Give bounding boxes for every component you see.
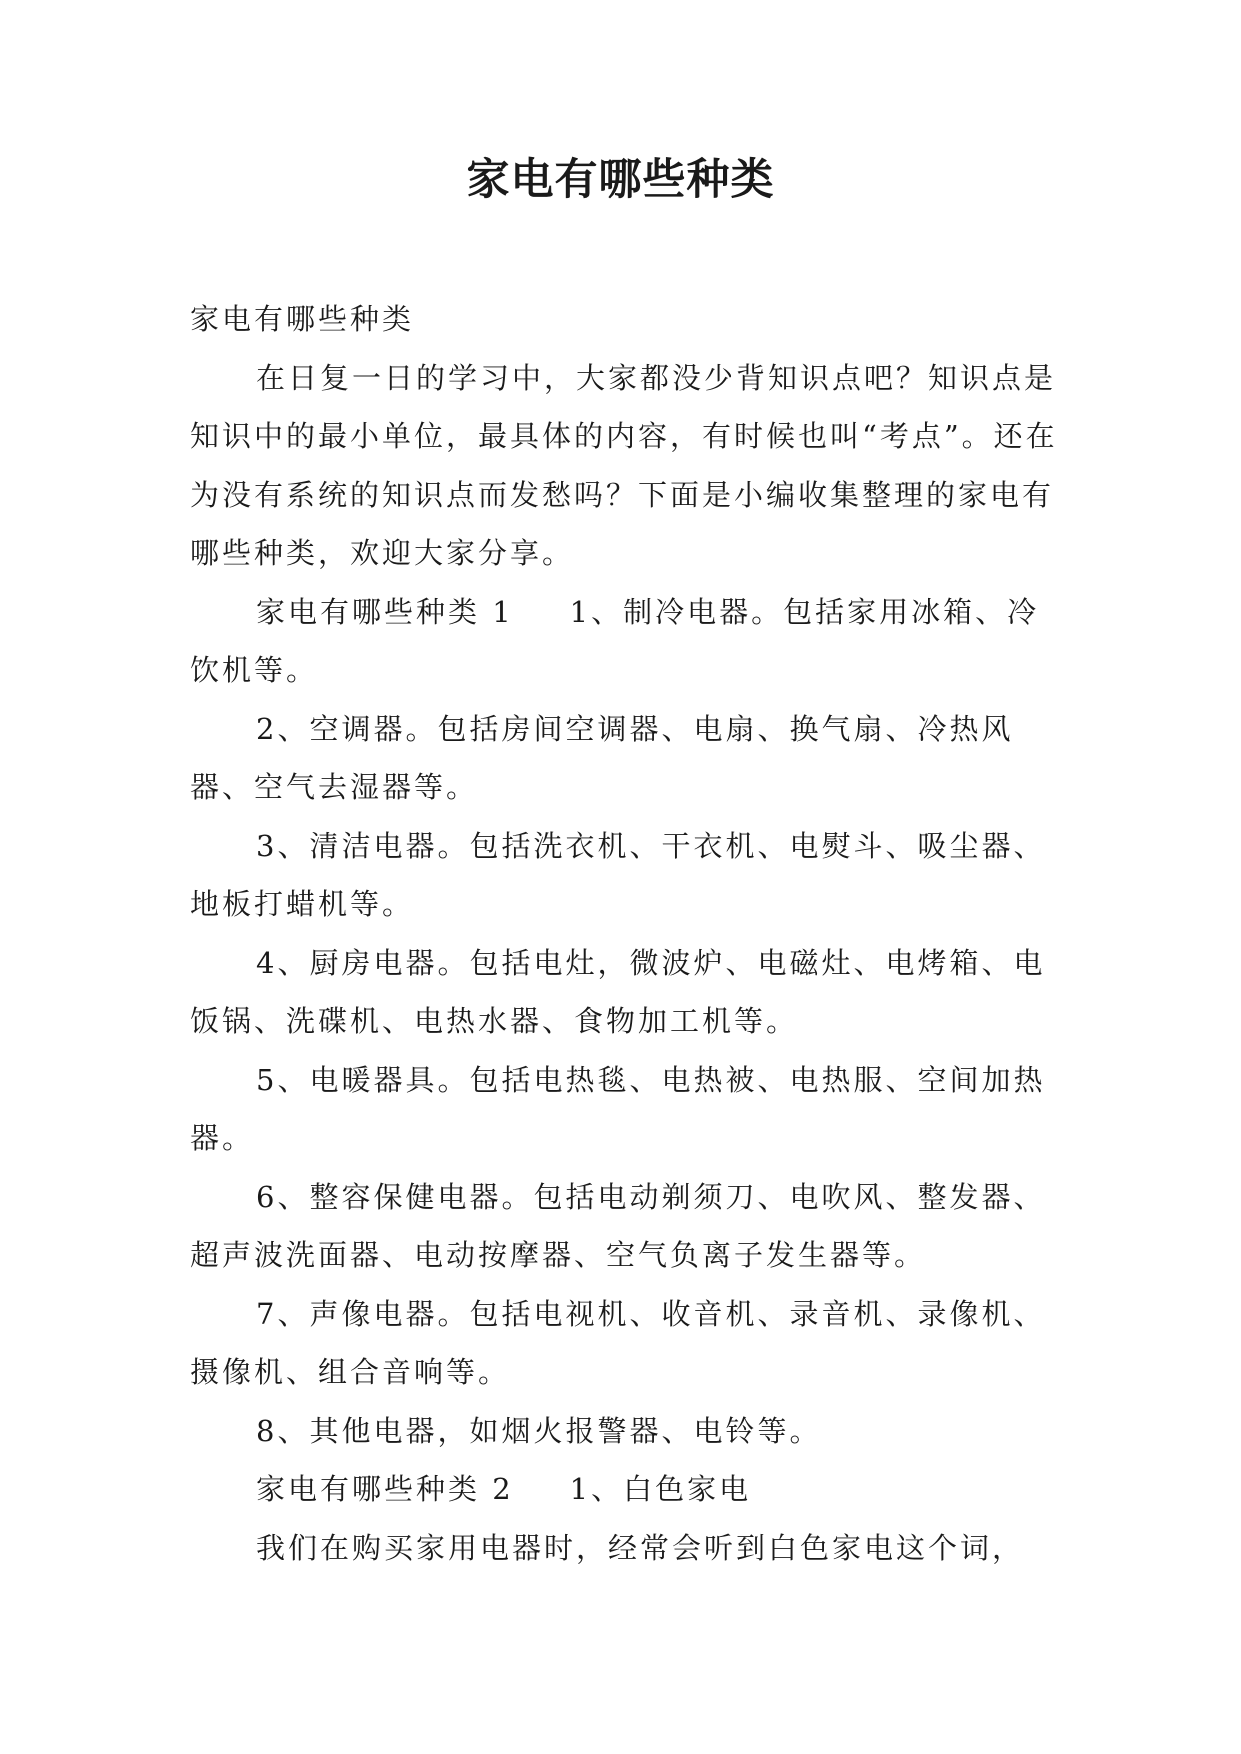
section1-item1-text: 1、制冷电器。包括家用冰箱、冷饮机等。 [190,594,1040,687]
section2-item1-paragraph [190,1460,1070,1519]
item8-paragraph: 8、其他电器，如烟火报警器、电铃等。 [256,1413,822,1448]
item3-paragraph: 3、清洁电器。包括洗衣机、干衣机、电熨斗、吸尘器、地板打蜡机等。 [190,828,1046,921]
item5-paragraph: 5、电暖器具。包括电热毯、电热被、电热服、空间加热器。 [190,1062,1046,1155]
section2-heading: 家电有哪些种类 2 [256,1472,514,1506]
document-body [190,290,1070,1577]
document-title: 家电有哪些种类 [466,155,775,205]
section2-item1-text: 1、白色家电 [569,1472,752,1506]
section1-heading: 家电有哪些种类 1 [256,594,514,629]
subtitle-paragraph: 家电有哪些种类 [190,302,415,336]
item2-paragraph: 2、空调器。包括房间空调器、电扇、换气扇、冷热风器、空气去湿器等。 [190,711,1014,804]
intro-paragraph: 在日复一日的学习中，大家都没少背知识点吧？知识点是知识中的最小单位，最具体的内容，有时候也叫“考点”。还在为没有系统的知识点而发愁吗？下面是小编收集整理的家电有哪些种类，欢迎大家分享。 [190,360,1058,570]
item6-paragraph: 6、整容保健电器。包括电动剃须刀、电吹风、整发器、超声波洗面器、电动按摩器、空气负离子发生器等。 [190,1179,1046,1272]
item4-paragraph: 4、厨房电器。包括电灶，微波炉、电磁灶、电烤箱、电饭锅、洗碟机、电热水器、食物加工机等。 [190,945,1046,1038]
closing-paragraph: 我们在购买家用电器时，经常会听到白色家电这个词， [256,1530,1025,1565]
item7-paragraph: 7、声像电器。包括电视机、收音机、录音机、录像机、摄像机、组合音响等。 [190,1296,1046,1389]
section1-item1-paragraph [190,583,1070,700]
